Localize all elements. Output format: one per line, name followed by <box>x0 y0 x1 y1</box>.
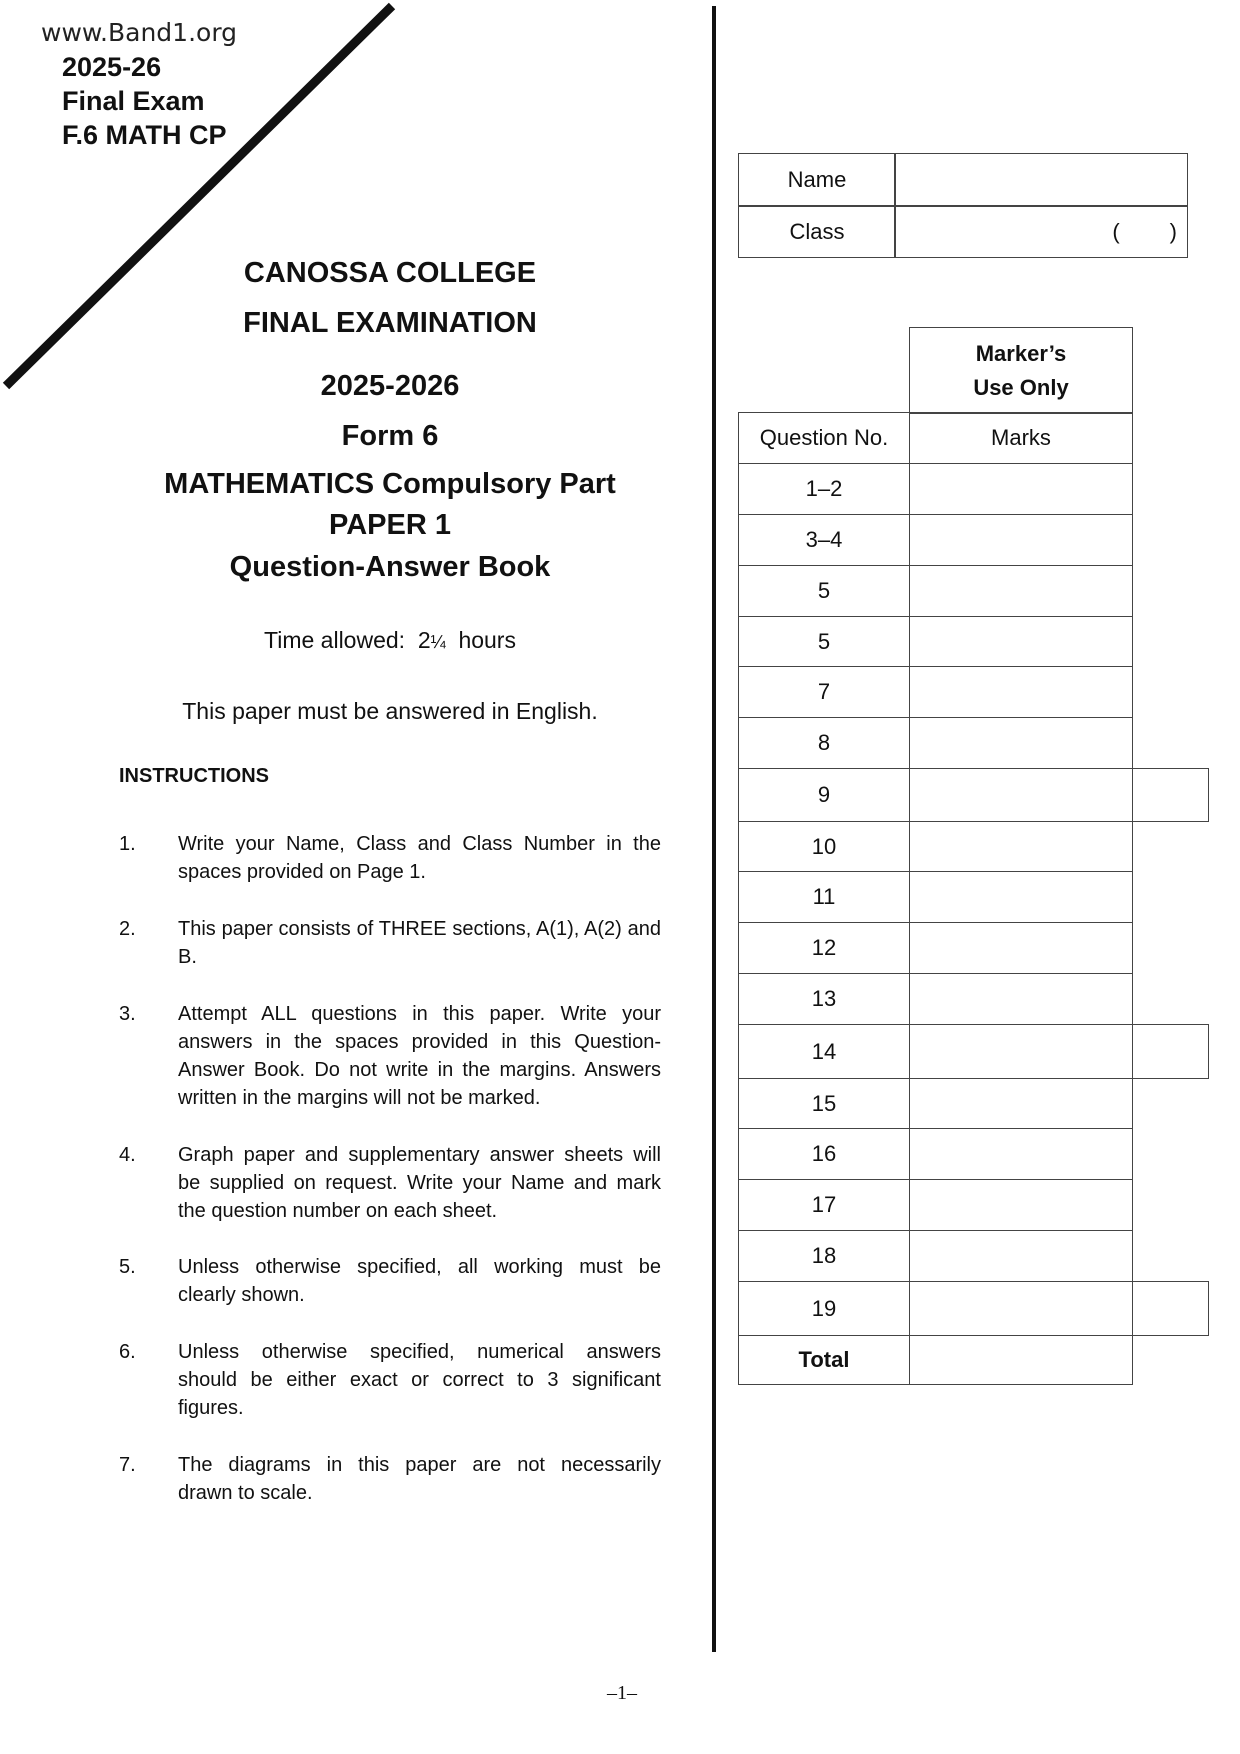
question-number: 8 <box>817 730 831 755</box>
watermark: www.Band1.org <box>41 18 238 47</box>
marks-field[interactable] <box>909 768 1133 822</box>
instruction-line: Unless otherwise specified, all working must be <box>178 1256 661 1278</box>
instruction-line: This paper consists of THREE sections, A(1), A(2) and <box>178 918 661 940</box>
page-divider-line <box>712 6 716 1652</box>
instruction-text <box>178 830 661 886</box>
language-note: This paper must be answered in English. <box>182 698 598 724</box>
question-number-cell <box>738 821 910 872</box>
question-number-cell <box>738 717 910 769</box>
class-field[interactable] <box>894 205 1188 258</box>
question-number: 16 <box>811 1141 837 1166</box>
diagonal-corner-line <box>0 0 400 400</box>
marks-field[interactable] <box>909 821 1133 872</box>
marks-field[interactable] <box>909 1128 1133 1180</box>
marks-field[interactable] <box>909 514 1133 566</box>
question-number: 17 <box>811 1192 837 1217</box>
class-number-open: ( <box>1112 218 1120 244</box>
class-number-close: ) <box>1169 218 1177 244</box>
instruction-text <box>178 1451 661 1507</box>
question-no-label: Question No. <box>759 425 889 450</box>
question-no-header <box>738 412 910 464</box>
class-label: Class <box>789 218 845 244</box>
instruction-number: 7. <box>119 1454 136 1476</box>
question-number-cell <box>738 616 910 667</box>
time-label: Time allowed: <box>264 627 406 653</box>
instruction-number: 6. <box>119 1341 136 1363</box>
marks-field[interactable] <box>909 973 1133 1025</box>
question-number-cell <box>738 666 910 718</box>
question-number-cell <box>738 973 910 1025</box>
exam-title: FINAL EXAMINATION <box>243 307 537 339</box>
time-fraction: ¼ <box>430 632 446 652</box>
question-number: 7 <box>817 679 831 704</box>
question-number-cell <box>738 1078 910 1129</box>
instruction-line: figures. <box>178 1397 244 1419</box>
question-number-cell <box>738 1230 910 1282</box>
instruction-number: 3. <box>119 1003 136 1025</box>
marks-field[interactable] <box>909 717 1133 769</box>
school-name: CANOSSA COLLEGE <box>243 257 537 289</box>
instruction-number: 2. <box>119 918 136 940</box>
marks-header <box>909 412 1133 464</box>
question-number: 10 <box>811 833 837 859</box>
name-label: Name <box>787 167 847 192</box>
instruction-number: 4. <box>119 1144 136 1166</box>
instruction-text <box>178 1253 661 1309</box>
instruction-number: 1. <box>119 833 136 855</box>
instruction-line: spaces provided on Page 1. <box>178 861 426 883</box>
question-number-cell <box>738 1024 910 1079</box>
question-number: 14 <box>811 1038 837 1064</box>
subject-title: MATHEMATICS Compulsory Part <box>164 468 616 500</box>
marks-field[interactable] <box>909 1230 1133 1282</box>
question-number-cell <box>738 1128 910 1180</box>
class-label-cell <box>738 205 896 258</box>
marks-label: Marks <box>991 425 1051 450</box>
instruction-line: clearly shown. <box>178 1284 305 1306</box>
instruction-line: B. <box>178 946 197 968</box>
marks-field[interactable] <box>909 871 1133 923</box>
page-number: –1– <box>607 1682 637 1704</box>
instruction-line: the question number on each sheet. <box>178 1200 498 1222</box>
marks-field[interactable] <box>909 1024 1133 1079</box>
instruction-line: should be either exact or correct to 3 significant <box>178 1369 661 1391</box>
exam-year: 2025-2026 <box>320 370 460 402</box>
question-number-cell <box>738 922 910 974</box>
corner-label-year: 2025-26 <box>62 52 162 82</box>
question-number: 1–2 <box>805 476 843 501</box>
instruction-line: drawn to scale. <box>178 1482 313 1504</box>
instruction-line: written in the margins will not be marked. <box>178 1087 541 1109</box>
marks-field[interactable] <box>909 1281 1133 1336</box>
instruction-line: be supplied on request. Write your Name and mark <box>178 1172 661 1194</box>
instruction-text <box>178 1338 661 1422</box>
instruction-line: Attempt ALL questions in this paper. Write your <box>178 1003 661 1025</box>
instruction-text <box>178 1141 661 1225</box>
marks-field[interactable] <box>909 463 1133 515</box>
name-label-cell <box>738 153 896 207</box>
question-number: 5 <box>817 578 831 603</box>
book-type: Question-Answer Book <box>229 551 551 583</box>
name-field[interactable] <box>894 153 1188 207</box>
question-number-cell <box>738 514 910 566</box>
paper-number: PAPER 1 <box>329 509 451 541</box>
total-marks-field[interactable] <box>909 1335 1133 1385</box>
question-number: 11 <box>812 884 836 909</box>
instruction-line: answers in the spaces provided in this Question- <box>178 1031 661 1053</box>
question-number-cell <box>738 1179 910 1231</box>
instruction-text <box>178 915 661 971</box>
instruction-text <box>178 1000 661 1112</box>
corner-label-exam: Final Exam <box>62 86 205 116</box>
instruction-line: Write your Name, Class and Class Number in the <box>178 833 661 855</box>
marks-field[interactable] <box>909 565 1133 617</box>
form-level: Form 6 <box>341 420 439 452</box>
question-number-cell <box>738 565 910 617</box>
question-number: 15 <box>811 1090 837 1116</box>
time-allowed <box>120 627 660 654</box>
marks-field[interactable] <box>909 616 1133 667</box>
marker-header <box>909 327 1133 414</box>
question-number: 5 <box>817 628 831 654</box>
marks-field[interactable] <box>909 666 1133 718</box>
question-number: 13 <box>811 986 837 1011</box>
marker-header-line1: Marker’s <box>975 340 1067 366</box>
total-label: Total <box>798 1347 850 1372</box>
question-number-cell <box>738 1281 910 1336</box>
time-whole: 2 <box>417 627 431 653</box>
question-number-cell <box>738 768 910 822</box>
marker-header-line2: Use Only <box>973 374 1069 400</box>
section-subtotal-field[interactable] <box>1132 768 1209 822</box>
question-number: 19 <box>811 1295 837 1321</box>
instruction-line: Graph paper and supplementary answer sheets will <box>178 1144 661 1166</box>
question-number-cell <box>738 463 910 515</box>
instructions-heading: INSTRUCTIONS <box>119 765 269 787</box>
question-number: 9 <box>817 782 831 807</box>
section-subtotal-field[interactable] <box>1132 1024 1209 1079</box>
instruction-line: The diagrams in this paper are not necessarily <box>178 1454 661 1476</box>
instruction-number: 5. <box>119 1256 136 1278</box>
question-number: 3–4 <box>805 527 843 552</box>
instruction-line: Unless otherwise specified, numerical answers <box>178 1341 661 1363</box>
question-number: 12 <box>811 935 837 960</box>
instruction-line: Answer Book. Do not write in the margins. Answers <box>178 1059 661 1081</box>
marks-field[interactable] <box>909 1179 1133 1231</box>
question-number: 18 <box>811 1243 837 1268</box>
section-subtotal-field[interactable] <box>1132 1281 1209 1336</box>
marks-field[interactable] <box>909 922 1133 974</box>
time-unit: hours <box>458 627 516 653</box>
question-number-cell <box>738 871 910 923</box>
marks-field[interactable] <box>909 1078 1133 1129</box>
total-label-cell <box>738 1335 910 1385</box>
corner-label-subject: F.6 MATH CP <box>62 120 227 150</box>
